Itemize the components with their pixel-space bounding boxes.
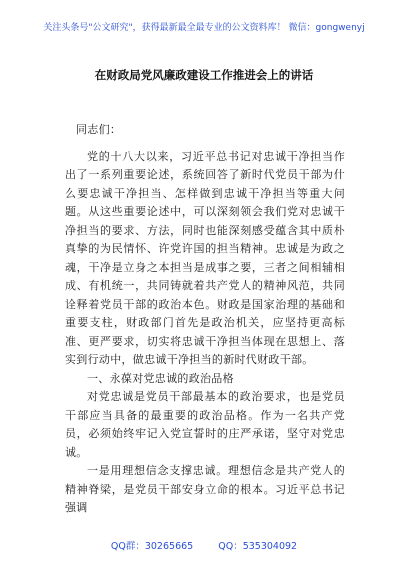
footer-contact-note bbox=[0, 538, 408, 552]
greeting: 同志们： bbox=[76, 123, 122, 136]
paragraph-ideals: 一是用理想信念支撑忠诚。理想信念是共产党人的精神脊梁，是党员干部安身立命的根本。习近平总书记强调 bbox=[65, 464, 345, 514]
section-heading-1: 一、永葆对党忠诚的政治品格 bbox=[87, 371, 234, 385]
document-title: 在财政局党风廉政建设工作推进会上的讲话 bbox=[94, 68, 314, 82]
header-promo-note: 关注头条号"公文研究"，获得最新最全最专业的公文资料库！ 微信：gongwenyj bbox=[43, 23, 365, 33]
paragraph-intro: 党的十八大以来，习近平总书记对忠诚干净担当作出了一系列重要论述，系统回答了新时代党员干部为什么要忠诚干净担当、怎样做到忠诚干净担当等重大问题。从这些重要论述中，可以深刻领会我们党对忠诚干净担当的要求、方法，同时也能深刻感受蕴含其中质朴真挚的为民情怀、许党许国的担当精神。忠诚是为政之魂，干净是立身之本担当是成事之要，三者之间相辅相成、有机统一，共同铸就着共产党人的精神风范，共同诠释着党员干部的政治本色。财政是国家治理的基础和重要支柱，财政部门首先是政治机关，应坚持更高标准、更严要求，切实将忠诚干净担当体现在思想上、落实到行动中，做忠诚干净担当的新时代财政干部。 bbox=[65, 149, 345, 366]
paragraph-loyalty: 对党忠诚是党员干部最基本的政治要求，也是党员干部应当具备的最重要的政治品格。作为一名共产党员，必须始终牢记入党宣誓时的庄严承诺，坚守对党忠诚。 bbox=[65, 390, 345, 459]
footer-qq-group: QQ群：30265665 bbox=[110, 541, 194, 552]
document-body bbox=[65, 121, 345, 518]
footer-qq: QQ：535304092 bbox=[218, 541, 298, 552]
